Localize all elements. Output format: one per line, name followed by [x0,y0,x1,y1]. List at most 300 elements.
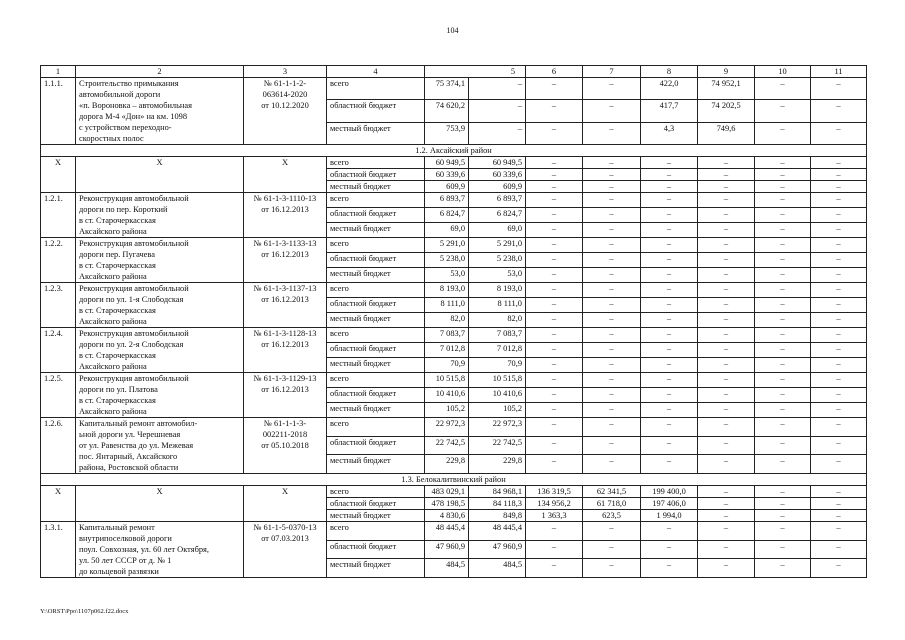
amount-cell: 60 339,6 [469,169,526,181]
amount-cell: 478 198,5 [425,498,469,510]
item-number-text: X [54,487,62,496]
funding-source: местный бюджет [327,313,425,328]
table-row [41,486,867,498]
expertise-conclusion [244,193,327,238]
amount-cell: 4,3 [641,122,698,144]
funding-source: местный бюджет [327,223,425,238]
amount-cell: – [811,193,867,208]
amount-cell: – [526,223,583,238]
amount-cell: 8 111,0 [425,298,469,313]
amount-cell: – [526,283,583,298]
amount-cell: – [641,157,698,169]
amount-cell: – [641,223,698,238]
amount-cell: – [755,253,811,268]
amount-cell: – [698,283,755,298]
amount-cell: – [755,455,811,474]
funding-source: областной бюджет [327,298,425,313]
amount-cell: 749,6 [698,122,755,144]
amount-cell: – [583,193,641,208]
amount-cell: 6 824,7 [425,208,469,223]
object-name-line: Реконструкция автомобильной [79,194,189,203]
amount-cell: – [583,78,641,100]
item-number-text: 1.1.1. [44,79,63,88]
object-name [76,78,244,145]
funding-source: областной бюджет [327,169,425,181]
amount-cell: – [698,313,755,328]
amount-cell: – [583,388,641,403]
amount-cell: – [641,193,698,208]
object-name-line: Аксайского района [79,362,147,371]
funding-source: всего [327,238,425,253]
amount-cell: – [641,181,698,193]
amount-cell: 229,8 [469,455,526,474]
section-header-row [41,145,867,157]
object-name-line: X [156,487,163,496]
object-name [76,418,244,474]
object-name-line: «п. Вороновка – автомобильная [79,101,192,110]
amount-cell: – [526,268,583,283]
amount-cell: – [811,358,867,373]
object-name-line: Аксайского района [79,407,147,416]
amount-cell: – [583,373,641,388]
object-name-line: скоростных полос [79,134,144,143]
col-header: 8 [641,66,698,78]
funding-source: областной бюджет [327,540,425,559]
amount-cell: – [811,388,867,403]
amount-cell: – [811,223,867,238]
col-header: 6 [526,66,583,78]
amount-cell: – [526,193,583,208]
amount-cell: – [526,436,583,455]
amount-cell: 62 341,5 [583,486,641,498]
table-body [41,66,867,578]
table-row [41,418,867,437]
object-name-line: в ст. Старочеркасская [79,396,156,405]
amount-cell: – [698,238,755,253]
amount-cell: 484,5 [469,559,526,578]
amount-cell: – [698,510,755,522]
col-header [425,66,526,78]
amount-cell: 74 620,2 [425,100,469,122]
amount-cell: – [698,486,755,498]
amount-cell: 623,5 [583,510,641,522]
amount-cell: – [526,418,583,437]
amount-cell: – [755,181,811,193]
object-name [76,157,244,193]
object-name-line: Капитальный ремонт автомобил- [79,419,198,428]
funding-source: местный бюджет [327,268,425,283]
amount-cell: – [641,253,698,268]
amount-cell: – [583,403,641,418]
expertise-line: от 16.12.2013 [261,295,309,304]
funding-source: областной бюджет [327,388,425,403]
amount-cell: – [526,78,583,100]
amount-cell: – [698,418,755,437]
amount-cell: 82,0 [469,313,526,328]
object-name-line: в ст. Старочеркасская [79,351,156,360]
amount-cell: 7 083,7 [425,328,469,343]
amount-cell: – [641,418,698,437]
item-number-text: 1.2.2. [44,239,63,248]
item-number-text: X [54,158,62,167]
amount-cell: 82,0 [425,313,469,328]
amount-cell: – [755,388,811,403]
amount-cell: 22 972,3 [425,418,469,437]
amount-cell: 10 410,6 [469,388,526,403]
item-number-text: 1.2.3. [44,284,63,293]
funding-source: всего [327,328,425,343]
object-name [76,522,244,578]
funding-source: всего [327,522,425,541]
funding-source: всего [327,78,425,100]
amount-cell: 69,0 [425,223,469,238]
amount-cell: – [526,157,583,169]
col-header: 10 [755,66,811,78]
table-row [41,78,867,100]
amount-cell: – [698,157,755,169]
amount-cell: – [469,100,526,122]
col-header: 11 [811,66,867,78]
amount-cell: – [755,268,811,283]
amount-cell: – [469,78,526,100]
expertise-line: 002211-2018 [262,430,308,439]
amount-cell: 48 445,4 [469,522,526,541]
funding-source: местный бюджет [327,559,425,578]
expertise-line: от 16.12.2013 [261,205,309,214]
amount-cell: 1 363,3 [526,510,583,522]
amount-cell: – [755,328,811,343]
amount-cell: – [811,238,867,253]
object-name-line: дороги по ул. 2-я Слободская [79,340,184,349]
amount-cell: – [698,328,755,343]
expertise-conclusion [244,328,327,373]
section-title: 1.3. Белокалитвинский район [41,474,867,486]
amount-cell: 229,8 [425,455,469,474]
amount-cell: – [698,540,755,559]
object-name-line: Аксайского района [79,227,147,236]
amount-cell: 5 291,0 [425,238,469,253]
amount-cell: 61 718,0 [583,498,641,510]
item-number-text: 1.2.6. [44,419,63,428]
object-name [76,373,244,418]
table-row [41,157,867,169]
amount-cell: – [583,540,641,559]
amount-cell: 6 893,7 [469,193,526,208]
item-number [41,373,76,418]
amount-cell: – [641,388,698,403]
amount-cell: – [641,455,698,474]
amount-cell: – [583,223,641,238]
amount-cell: – [641,403,698,418]
object-name-line: от ул. Равенства до ул. Межевая [79,441,194,450]
object-name-line: Реконструкция автомобильной [79,284,189,293]
object-name-line: дороги по пер. Короткий [79,205,168,214]
item-number [41,238,76,283]
object-name-line: дорога М-4 «Дон» на км. 1098 [79,112,188,121]
amount-cell: 10 515,8 [469,373,526,388]
amount-cell: – [698,403,755,418]
object-name [76,193,244,238]
expertise-line: № 61-1-3-1110-13 [253,194,317,203]
col-header: 7 [583,66,641,78]
amount-cell: 7 012,8 [425,343,469,358]
amount-cell: 22 972,3 [469,418,526,437]
amount-cell: 84 968,1 [469,486,526,498]
amount-cell: – [641,559,698,578]
amount-cell: – [811,253,867,268]
amount-cell: 8 193,0 [425,283,469,298]
amount-cell: – [526,540,583,559]
amount-cell: – [811,373,867,388]
object-name-line: Аксайского района [79,272,147,281]
amount-cell: – [755,522,811,541]
amount-cell: – [755,403,811,418]
amount-cell: – [698,223,755,238]
col-header: 3 [244,66,327,78]
amount-cell: – [755,208,811,223]
object-name [76,328,244,373]
amount-cell: – [641,169,698,181]
amount-cell: 609,9 [469,181,526,193]
amount-cell: – [641,522,698,541]
funding-source: местный бюджет [327,122,425,144]
amount-cell: – [526,253,583,268]
expertise-line: № 61-1-1-3- [263,419,307,428]
amount-cell: 70,9 [425,358,469,373]
amount-cell: – [583,418,641,437]
amount-cell: – [811,522,867,541]
amount-cell: 48 445,4 [425,522,469,541]
amount-cell: – [698,373,755,388]
expertise-conclusion [244,522,327,578]
amount-cell: 75 374,1 [425,78,469,100]
amount-cell: 10 515,8 [425,373,469,388]
amount-cell: – [755,100,811,122]
col-header-label: 5 [510,67,515,76]
amount-cell: – [583,343,641,358]
funding-source: областной бюджет [327,436,425,455]
object-name-line: Аксайского района [79,317,147,326]
object-name-line: в ст. Старочеркасская [79,261,156,270]
amount-cell: – [526,522,583,541]
expertise-line: № 61-1-3-1128-13 [253,329,317,338]
amount-cell: – [811,283,867,298]
expertise-conclusion [244,373,327,418]
amount-cell: – [698,455,755,474]
amount-cell: – [755,169,811,181]
item-number-text: 1.2.1. [44,194,63,203]
item-number-text: 1.2.4. [44,329,63,338]
expertise-line: № 61-1-3-1129-13 [253,374,317,383]
amount-cell: – [811,455,867,474]
table-row [41,328,867,343]
table-row [41,193,867,208]
amount-cell: – [526,373,583,388]
expertise-line: № 61-1-3-1137-13 [253,284,317,293]
amount-cell: – [583,208,641,223]
table-row [41,522,867,541]
funding-source: местный бюджет [327,510,425,522]
item-number [41,193,76,238]
expertise-line: X [281,487,289,496]
object-name-line: Капитальный ремонт [79,523,155,532]
amount-cell: – [755,223,811,238]
amount-cell: 484,5 [425,559,469,578]
amount-cell: – [526,238,583,253]
amount-cell: – [811,208,867,223]
expertise-conclusion [244,283,327,328]
item-number [41,283,76,328]
amount-cell: 53,0 [425,268,469,283]
object-name-line: X [156,158,163,167]
amount-cell: – [583,181,641,193]
object-name-line: с устройством переходно- [79,123,172,132]
item-number [41,522,76,578]
amount-cell: – [583,238,641,253]
amount-cell: – [755,78,811,100]
amount-cell: 4 830,6 [425,510,469,522]
funding-source: местный бюджет [327,455,425,474]
amount-cell: 60 339,6 [425,169,469,181]
amount-cell: – [755,540,811,559]
object-name-line: в ст. Старочеркасская [79,306,156,315]
amount-cell: – [583,313,641,328]
amount-cell: – [698,169,755,181]
amount-cell: – [755,358,811,373]
object-name [76,238,244,283]
amount-cell: – [583,559,641,578]
table-row [41,283,867,298]
amount-cell: – [755,283,811,298]
object-name-line: пос. Янтарный, Аксайского [79,452,178,461]
amount-cell: – [755,373,811,388]
amount-cell: 136 319,5 [526,486,583,498]
funding-source: всего [327,283,425,298]
amount-cell: – [755,418,811,437]
amount-cell: – [755,343,811,358]
item-number-text: 1.2.5. [44,374,63,383]
amount-cell: – [583,122,641,144]
amount-cell: 84 118,3 [469,498,526,510]
amount-cell: – [755,436,811,455]
amount-cell: 6 893,7 [425,193,469,208]
amount-cell: – [583,169,641,181]
object-name [76,283,244,328]
item-number [41,486,76,522]
item-number [41,328,76,373]
amount-cell: 609,9 [425,181,469,193]
item-number-text: 1.3.1. [44,523,63,532]
amount-cell: – [755,313,811,328]
amount-cell: – [698,498,755,510]
amount-cell: – [641,238,698,253]
funding-source: всего [327,193,425,208]
amount-cell: – [526,388,583,403]
amount-cell: – [698,358,755,373]
amount-cell: 74 202,5 [698,100,755,122]
amount-cell: – [755,122,811,144]
table-row [41,373,867,388]
amount-cell: – [755,157,811,169]
amount-cell: – [469,122,526,144]
object-name-line: внутрипоселковой дороги [79,534,172,543]
amount-cell: – [811,181,867,193]
amount-cell: – [811,418,867,437]
amount-cell: – [811,540,867,559]
amount-cell: – [811,313,867,328]
expertise-line: № 61-1-3-1133-13 [253,239,317,248]
item-number [41,78,76,145]
amount-cell: – [755,559,811,578]
expertise-line: № 61-1-1-2- [263,79,307,88]
object-name-line: в ст. Старочеркасская [79,216,156,225]
amount-cell: 60 949,5 [469,157,526,169]
amount-cell: – [526,181,583,193]
amount-cell: 105,2 [469,403,526,418]
amount-cell: – [526,358,583,373]
col-header: 9 [698,66,755,78]
amount-cell: – [641,208,698,223]
object-name-line: до кольцевой развязки [79,567,159,576]
amount-cell: – [583,358,641,373]
amount-cell: – [811,343,867,358]
object-name-line: ьной дороги ул. Черешневая [79,430,181,439]
amount-cell: 199 400,0 [641,486,698,498]
expertise-conclusion [244,238,327,283]
column-number-row [41,66,867,78]
amount-cell: – [526,169,583,181]
amount-cell: – [811,157,867,169]
amount-cell: 5 291,0 [469,238,526,253]
amount-cell: – [526,313,583,328]
amount-cell: 7 012,8 [469,343,526,358]
object-name-line: района, Ростовской области [79,463,179,472]
amount-cell: 47 960,9 [425,540,469,559]
amount-cell: 5 238,0 [469,253,526,268]
amount-cell: 6 824,7 [469,208,526,223]
amount-cell: 849,8 [469,510,526,522]
amount-cell: – [811,498,867,510]
funding-source: всего [327,418,425,437]
amount-cell: – [641,313,698,328]
amount-cell: – [526,343,583,358]
amount-cell: – [526,298,583,313]
amount-cell: – [641,436,698,455]
funding-source: областной бюджет [327,100,425,122]
amount-cell: – [698,193,755,208]
col-header: 4 [327,66,425,78]
funding-source: всего [327,486,425,498]
expertise-line: от 10.12.2020 [261,101,309,110]
expertise-line: X [281,158,289,167]
amount-cell: – [641,540,698,559]
amount-cell: 8 193,0 [469,283,526,298]
col-header: 2 [76,66,244,78]
funding-source: местный бюджет [327,358,425,373]
amount-cell: – [641,373,698,388]
object-name-line: Строительство примыкания [79,79,179,88]
amount-cell: 74 952,1 [698,78,755,100]
object-name-line: Реконструкция автомобильной [79,374,189,383]
funding-source: местный бюджет [327,403,425,418]
amount-cell: – [641,298,698,313]
program-funding-table [40,65,867,578]
amount-cell: – [583,253,641,268]
object-name-line: дороги по ул. Платова [79,385,158,394]
expertise-line: 063614-2020 [262,90,308,99]
amount-cell: 60 949,5 [425,157,469,169]
amount-cell: – [526,328,583,343]
